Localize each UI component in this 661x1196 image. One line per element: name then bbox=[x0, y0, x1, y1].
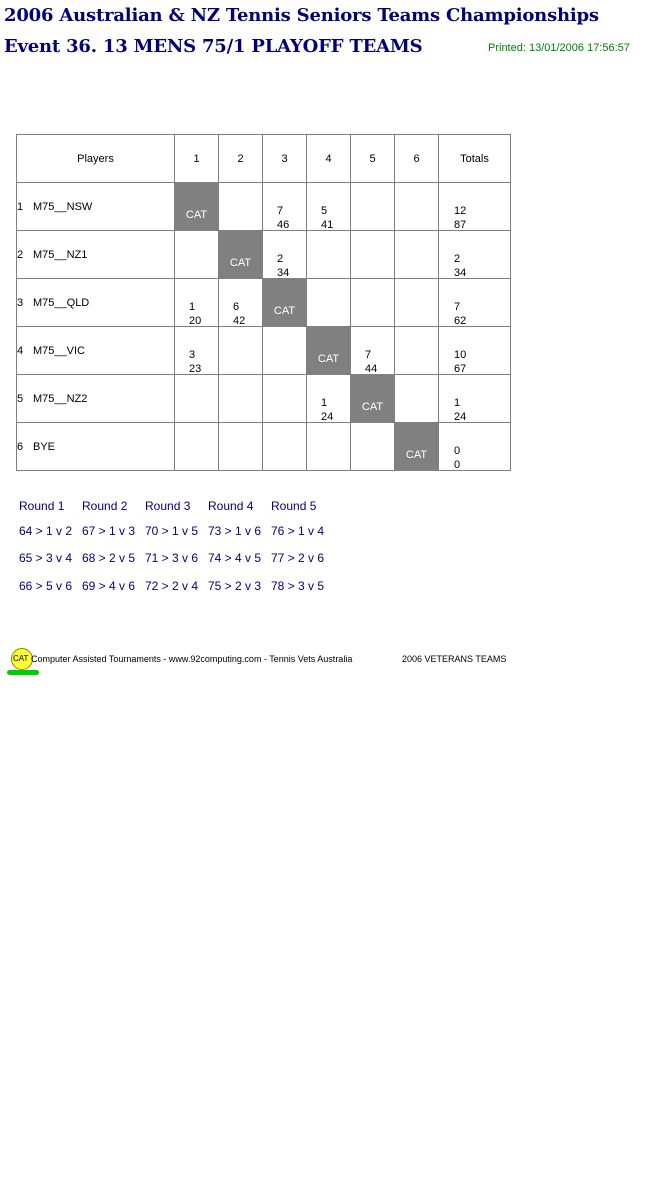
score-cell bbox=[263, 183, 307, 231]
total-wins: 12 bbox=[454, 205, 467, 217]
empty-cell bbox=[351, 279, 395, 327]
player-cell bbox=[17, 279, 175, 327]
player-number: 4 bbox=[17, 344, 24, 357]
total-wins: 1 bbox=[454, 397, 461, 409]
score-values bbox=[277, 204, 289, 232]
score-games: 46 bbox=[277, 219, 290, 231]
empty-cell bbox=[351, 183, 395, 231]
table-row bbox=[17, 231, 511, 279]
empty-cell bbox=[395, 375, 439, 423]
empty-cell bbox=[175, 375, 219, 423]
player-name: M75__NZ2 bbox=[33, 392, 88, 405]
total-wins: 10 bbox=[454, 349, 467, 361]
round-header: Round 2 bbox=[82, 499, 128, 513]
total-wins: 0 bbox=[454, 445, 461, 457]
score-cell bbox=[307, 183, 351, 231]
totals-cell bbox=[439, 375, 511, 423]
empty-cell bbox=[219, 375, 263, 423]
score-games: 44 bbox=[365, 363, 378, 375]
footer-event-name: 2006 VETERANS TEAMS bbox=[402, 654, 507, 664]
cat-label: CAT bbox=[273, 304, 296, 317]
match-entry: 70 > 1 v 5 bbox=[145, 524, 199, 538]
match-entry: 78 > 3 v 5 bbox=[271, 579, 325, 593]
totals-column-header: Totals bbox=[439, 135, 511, 183]
table-row bbox=[17, 327, 511, 375]
total-games: 34 bbox=[454, 267, 467, 279]
column-header: 3 bbox=[263, 135, 307, 183]
score-values bbox=[365, 348, 377, 376]
printed-timestamp: Printed: 13/01/2006 17:56:57 bbox=[488, 42, 630, 54]
match-entry: 68 > 2 v 5 bbox=[82, 551, 136, 565]
match-entry: 65 > 3 v 4 bbox=[19, 551, 73, 565]
round-header: Round 1 bbox=[19, 499, 65, 513]
totals-values bbox=[454, 252, 466, 280]
score-cell bbox=[219, 279, 263, 327]
score-values bbox=[321, 204, 333, 232]
table-row bbox=[17, 375, 511, 423]
column-header: 4 bbox=[307, 135, 351, 183]
player-name: M75__QLD bbox=[33, 296, 90, 309]
round-header: Round 3 bbox=[145, 499, 191, 513]
player-number: 2 bbox=[17, 248, 24, 261]
column-header: 5 bbox=[351, 135, 395, 183]
score-cell bbox=[351, 327, 395, 375]
score-cell bbox=[175, 327, 219, 375]
cat-label: CAT bbox=[361, 400, 384, 413]
cat-diagonal-cell bbox=[263, 279, 307, 327]
empty-cell bbox=[307, 231, 351, 279]
score-games: 24 bbox=[321, 411, 334, 423]
empty-cell bbox=[395, 183, 439, 231]
total-games: 24 bbox=[454, 411, 467, 423]
column-header: 2 bbox=[219, 135, 263, 183]
player-name: BYE bbox=[33, 440, 56, 453]
score-games: 20 bbox=[189, 315, 202, 327]
logo-text: CAT bbox=[13, 654, 29, 663]
score-games: 34 bbox=[277, 267, 290, 279]
cat-diagonal-cell bbox=[219, 231, 263, 279]
cat-diagonal-cell bbox=[351, 375, 395, 423]
score-wins: 2 bbox=[277, 253, 284, 265]
score-wins: 1 bbox=[189, 301, 196, 313]
logo-underline bbox=[7, 670, 39, 675]
match-entry: 69 > 4 v 6 bbox=[82, 579, 136, 593]
total-games: 87 bbox=[454, 219, 467, 231]
cat-diagonal-cell bbox=[175, 183, 219, 231]
score-cell bbox=[263, 231, 307, 279]
match-entry: 74 > 4 v 5 bbox=[208, 551, 262, 565]
score-values bbox=[233, 300, 245, 328]
grid-header-row bbox=[17, 135, 511, 183]
score-games: 23 bbox=[189, 363, 202, 375]
empty-cell bbox=[351, 231, 395, 279]
total-games: 0 bbox=[454, 459, 461, 471]
empty-cell bbox=[219, 183, 263, 231]
match-entry: 66 > 5 v 6 bbox=[19, 579, 73, 593]
player-number: 6 bbox=[17, 440, 24, 453]
score-wins: 3 bbox=[189, 349, 196, 361]
player-number: 5 bbox=[17, 392, 24, 405]
empty-cell bbox=[395, 231, 439, 279]
match-entry: 64 > 1 v 2 bbox=[19, 524, 73, 538]
score-wins: 7 bbox=[277, 205, 284, 217]
score-cell bbox=[307, 375, 351, 423]
table-row bbox=[17, 423, 511, 471]
player-cell bbox=[17, 375, 175, 423]
totals-values bbox=[454, 444, 460, 472]
total-games: 62 bbox=[454, 315, 467, 327]
cat-label: CAT bbox=[185, 208, 208, 221]
empty-cell bbox=[395, 327, 439, 375]
score-values bbox=[189, 300, 201, 328]
score-values bbox=[189, 348, 201, 376]
player-cell bbox=[17, 423, 175, 471]
totals-values bbox=[454, 348, 466, 376]
footer bbox=[7, 645, 527, 677]
score-wins: 5 bbox=[321, 205, 328, 217]
score-games: 41 bbox=[321, 219, 334, 231]
score-cell bbox=[175, 279, 219, 327]
empty-cell bbox=[263, 375, 307, 423]
match-entry: 77 > 2 v 6 bbox=[271, 551, 325, 565]
total-wins: 2 bbox=[454, 253, 461, 265]
event-title: Event 36. 13 MENS 75/1 PLAYOFF TEAMS bbox=[4, 36, 423, 57]
total-games: 67 bbox=[454, 363, 467, 375]
player-name: M75__NZ1 bbox=[33, 248, 88, 261]
player-number: 1 bbox=[17, 200, 24, 213]
table-row bbox=[17, 183, 511, 231]
totals-cell bbox=[439, 279, 511, 327]
empty-cell bbox=[307, 279, 351, 327]
totals-values bbox=[454, 396, 466, 424]
player-name: M75__VIC bbox=[33, 344, 85, 357]
score-games: 42 bbox=[233, 315, 246, 327]
totals-cell bbox=[439, 327, 511, 375]
players-column-header: Players bbox=[17, 135, 175, 183]
totals-values bbox=[454, 300, 466, 328]
empty-cell bbox=[307, 423, 351, 471]
round-header: Round 4 bbox=[208, 499, 254, 513]
cat-label: CAT bbox=[229, 256, 252, 269]
match-entry: 73 > 1 v 6 bbox=[208, 524, 262, 538]
score-wins: 6 bbox=[233, 301, 240, 313]
results-grid bbox=[16, 134, 511, 471]
footer-credits: Computer Assisted Tournaments - www.92computing.com - Tennis Vets Australia bbox=[31, 654, 353, 664]
match-entry: 76 > 1 v 4 bbox=[271, 524, 325, 538]
cat-label: CAT bbox=[405, 448, 428, 461]
score-values bbox=[321, 396, 333, 424]
cat-diagonal-cell bbox=[395, 423, 439, 471]
empty-cell bbox=[219, 423, 263, 471]
empty-cell bbox=[175, 423, 219, 471]
totals-cell bbox=[439, 183, 511, 231]
totals-cell bbox=[439, 423, 511, 471]
cat-diagonal-cell bbox=[307, 327, 351, 375]
empty-cell bbox=[395, 279, 439, 327]
score-wins: 7 bbox=[365, 349, 372, 361]
empty-cell bbox=[263, 423, 307, 471]
column-header: 6 bbox=[395, 135, 439, 183]
player-cell bbox=[17, 183, 175, 231]
empty-cell bbox=[175, 231, 219, 279]
empty-cell bbox=[263, 327, 307, 375]
score-wins: 1 bbox=[321, 397, 328, 409]
match-entry: 67 > 1 v 3 bbox=[82, 524, 136, 538]
match-entry: 71 > 3 v 6 bbox=[145, 551, 199, 565]
score-values bbox=[277, 252, 289, 280]
empty-cell bbox=[351, 423, 395, 471]
page-title: 2006 Australian & NZ Tennis Seniors Teams Championships bbox=[4, 5, 599, 26]
column-header: 1 bbox=[175, 135, 219, 183]
table-row bbox=[17, 279, 511, 327]
totals-cell bbox=[439, 231, 511, 279]
player-number: 3 bbox=[17, 296, 24, 309]
player-cell bbox=[17, 327, 175, 375]
match-entry: 75 > 2 v 3 bbox=[208, 579, 262, 593]
empty-cell bbox=[219, 327, 263, 375]
totals-values bbox=[454, 204, 466, 232]
total-wins: 7 bbox=[454, 301, 461, 313]
cat-label: CAT bbox=[317, 352, 340, 365]
player-name: M75__NSW bbox=[33, 200, 93, 213]
player-cell bbox=[17, 231, 175, 279]
match-entry: 72 > 2 v 4 bbox=[145, 579, 199, 593]
round-header: Round 5 bbox=[271, 499, 317, 513]
